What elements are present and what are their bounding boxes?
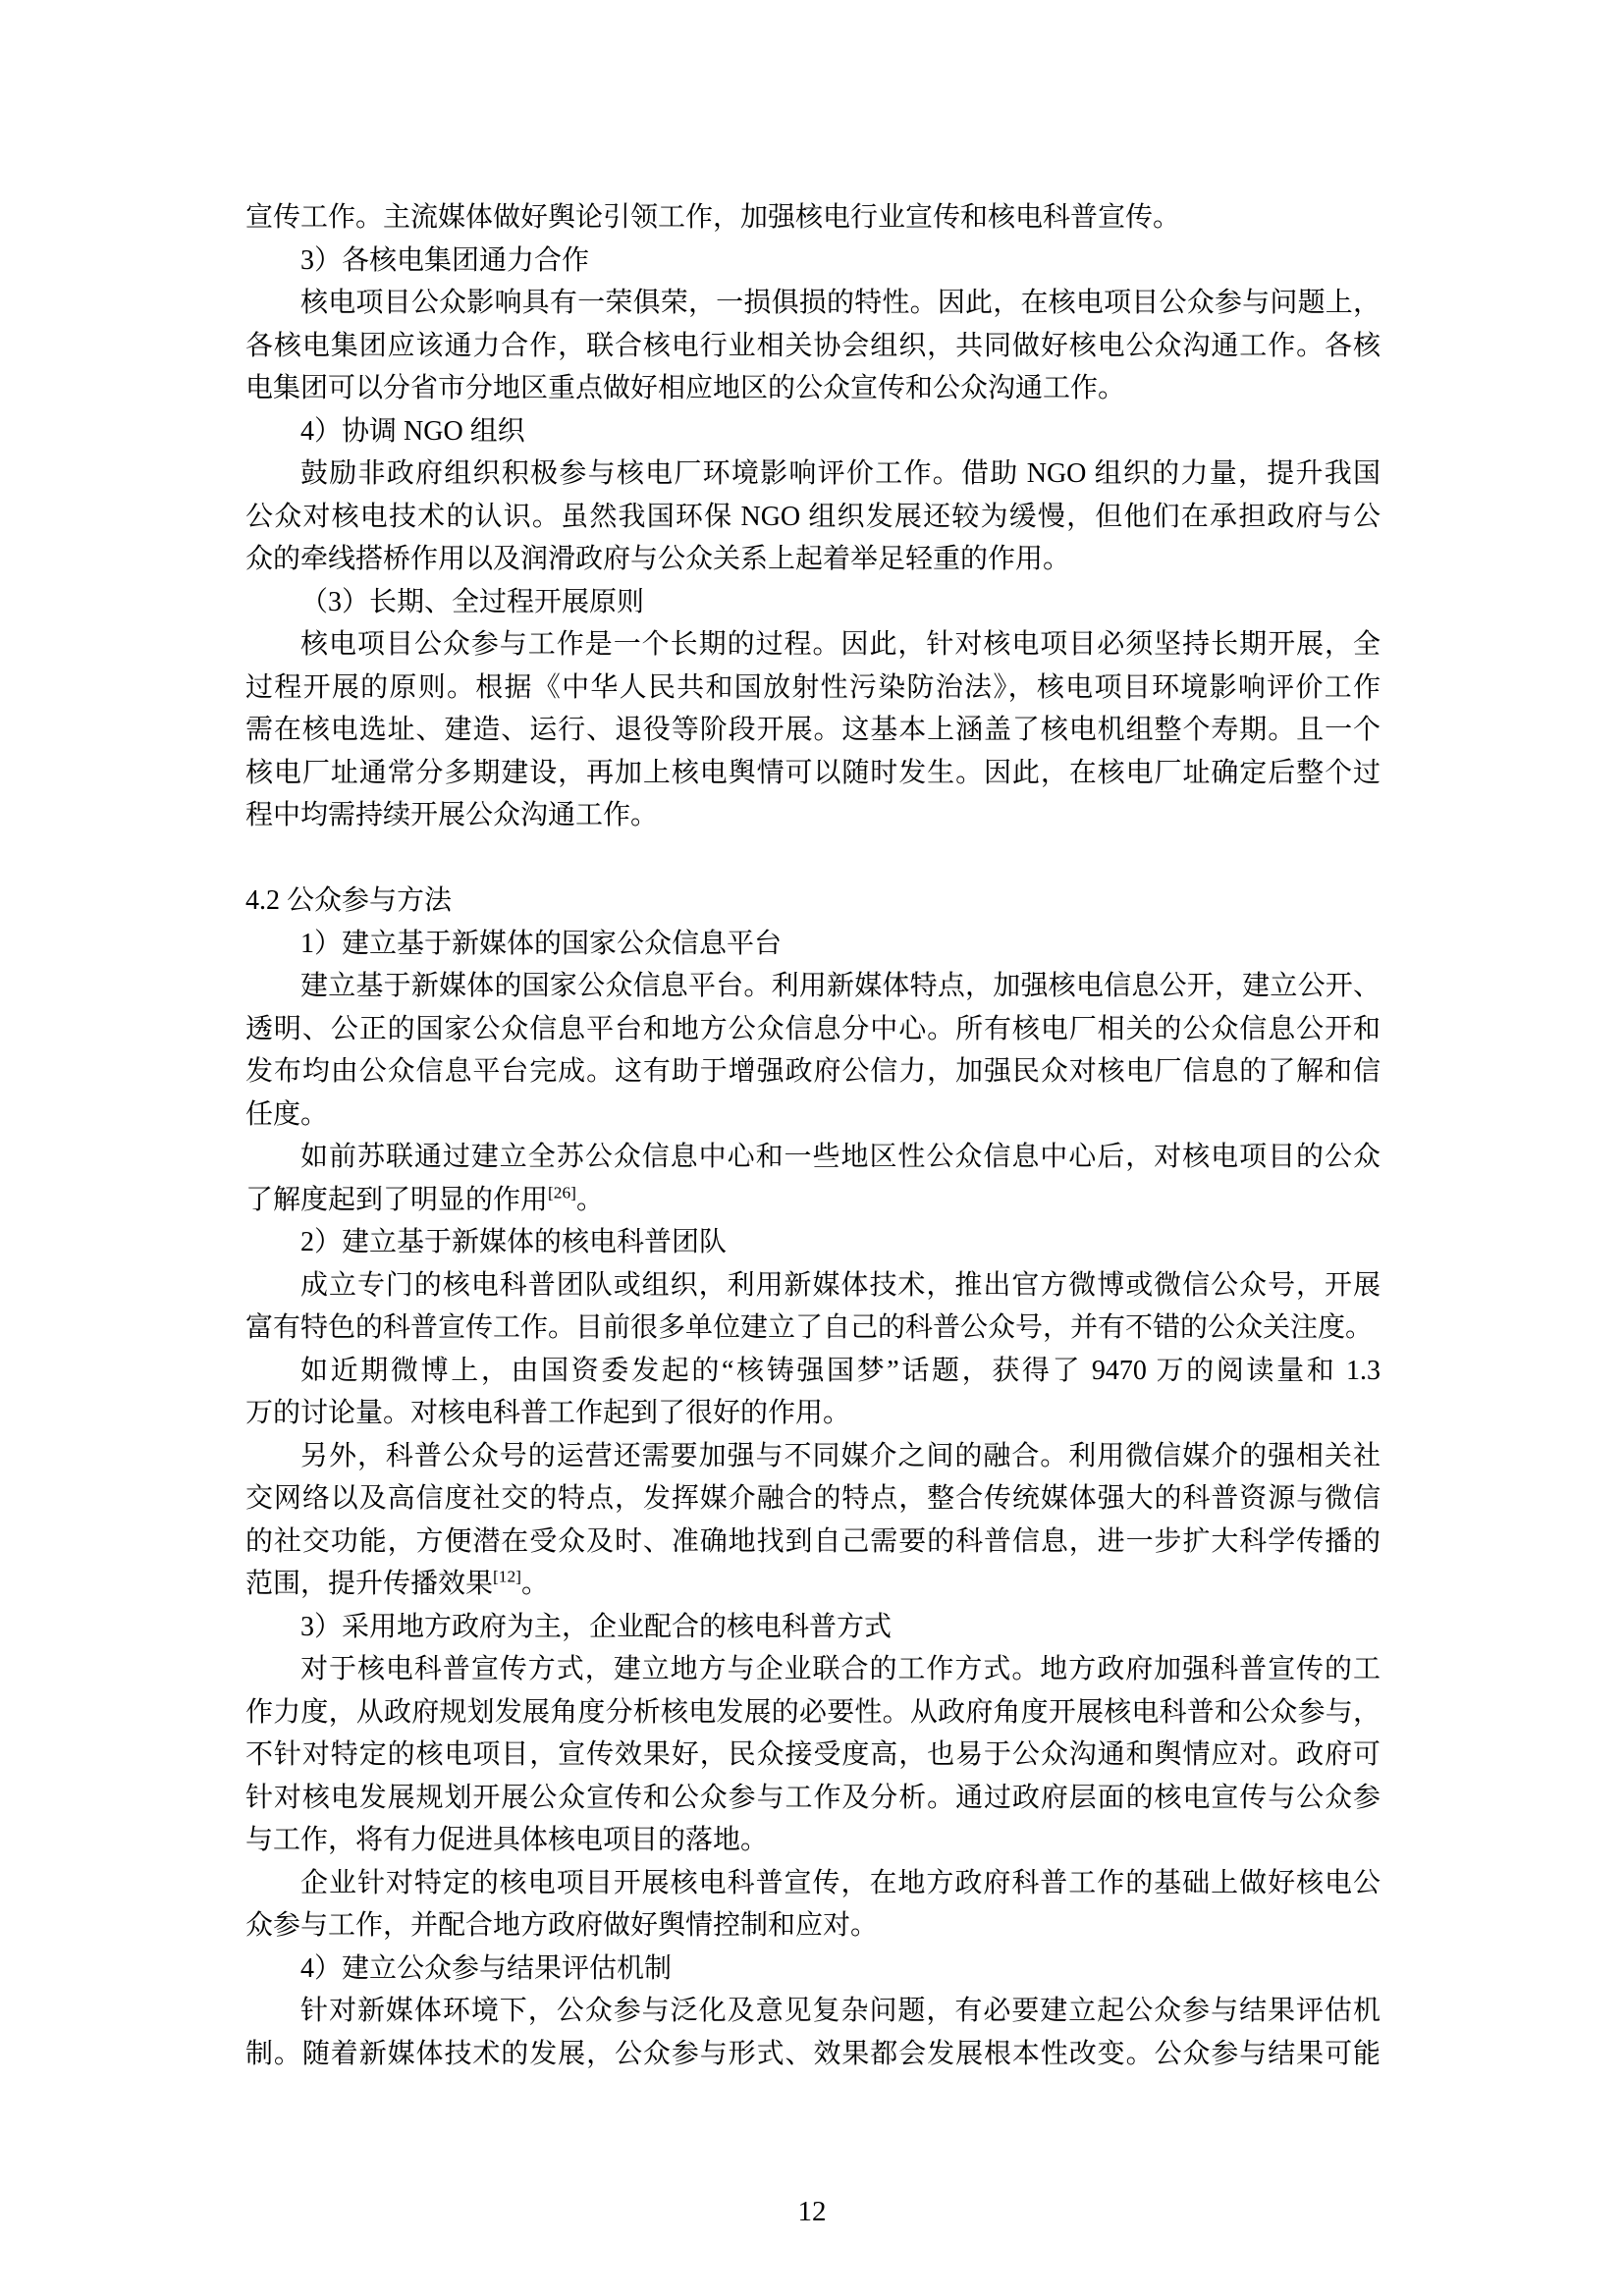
- text-run: 成立专门的核电科普团队或组织，利用新媒体技术，推出官方微博或微信公众号，开展: [300, 1269, 1380, 1301]
- text-line: [245, 196, 1380, 240]
- text-run: 程中均需持续开展公众沟通工作。: [245, 800, 659, 830]
- text-run: 3）各核电集团通力合作: [300, 244, 590, 276]
- text-run: 各核电集团应该通力合作，联合核电行业相关协会组织，共同做好核电公众沟通工作。各核: [245, 330, 1380, 361]
- text-run: 针对新媒体环境下，公众参与泛化及意见复杂问题，有必要建立起公众参与结果评估机: [300, 1996, 1380, 2026]
- text-run: 了解度起到了明显的作用: [245, 1184, 549, 1215]
- text-line: [245, 1350, 1380, 1393]
- text-line: [245, 1521, 1380, 1564]
- text-line: [245, 1179, 1380, 1222]
- text-line: [245, 1606, 1380, 1649]
- text-line: [245, 1819, 1380, 1862]
- text-line: [245, 794, 1380, 837]
- text-line: [245, 752, 1380, 795]
- text-run: 不针对特定的核电项目，宣传效果好，民众接受度高，也易于公众沟通和舆情应对。政府可: [245, 1739, 1380, 1770]
- text-line: [245, 1904, 1380, 1948]
- text-line: [245, 1777, 1380, 1820]
- text-run: 与工作，将有力促进具体核电项目的落地。: [245, 1825, 769, 1855]
- text-run: 建立基于新媒体的国家公众信息平台。利用新媒体特点，加强核电信息公开，建立公开、: [300, 971, 1380, 1001]
- text-run: 发布均由公众信息平台完成。这有助于增强政府公信力，加强民众对核电厂信息的了解和信: [245, 1056, 1380, 1087]
- text-line: [245, 367, 1380, 410]
- text-run: 鼓励非政府组织积极参与核电厂环境影响评价工作。借助 NGO 组织的力量，提升我国: [300, 458, 1380, 489]
- text-run: （3）长期、全过程开展原则: [300, 586, 645, 617]
- text-run: 3）采用地方政府为主，企业配合的核电科普方式: [300, 1611, 893, 1642]
- text-run: 。: [520, 1569, 549, 1599]
- text-run: 宣传工作。主流媒体做好舆论引领工作，加强核电行业宣传和核电科普宣传。: [245, 202, 1181, 233]
- text-line: [245, 1691, 1380, 1735]
- text-line: [245, 1392, 1380, 1435]
- text-run: 对于核电科普宣传方式，建立地方与企业联合的工作方式。地方政府加强科普宣传的工: [300, 1654, 1380, 1684]
- text-run: 公众对核电技术的认识。虽然我国环保 NGO 组织发展还较为缓慢，但他们在承担政府与公: [245, 501, 1380, 532]
- text-line: [245, 1648, 1380, 1691]
- text-line: [245, 1948, 1380, 1991]
- text-line: [245, 538, 1380, 581]
- text-line: [245, 1050, 1380, 1094]
- page-footer: [0, 2197, 1624, 2226]
- text-line: [245, 1136, 1380, 1179]
- text-run: 。: [575, 1184, 604, 1215]
- text-run: 范围，提升传播效果: [245, 1569, 494, 1599]
- text-line: [245, 1862, 1380, 1905]
- text-run: 交网络以及高信度社交的特点，发挥媒介融合的特点，整合传统媒体强大的科普资源与微信: [245, 1483, 1380, 1514]
- text-line: [245, 282, 1380, 325]
- text-run: 4）建立公众参与结果评估机制: [300, 1952, 673, 1984]
- document-body: [245, 196, 1380, 2075]
- text-run: 任度。: [245, 1098, 329, 1130]
- text-line: [245, 1734, 1380, 1777]
- text-line: [245, 923, 1380, 966]
- text-run: 过程开展的原则。根据《中华人民共和国放射性污染防治法》，核电项目环境影响评价工作: [245, 671, 1380, 703]
- text-line: [245, 581, 1380, 624]
- text-run: 企业针对特定的核电项目开展核电科普宣传，在地方政府科普工作的基础上做好核电公: [300, 1867, 1380, 1898]
- section-heading: [245, 880, 1380, 923]
- text-run: 针对核电发展规划开展公众宣传和公众参与工作及分析。通过政府层面的核电宣传与公众参: [245, 1782, 1380, 1813]
- text-run: 1）建立基于新媒体的国家公众信息平台: [300, 928, 783, 959]
- text-line: [245, 1008, 1380, 1051]
- text-line: [245, 2033, 1380, 2076]
- text-line: [245, 1435, 1380, 1478]
- paragraph-spacer: [245, 837, 1380, 881]
- text-run: 制。随着新媒体技术的发展，公众参与形式、效果都会发展根本性改变。公众参与结果可能: [245, 2038, 1380, 2069]
- text-line: [245, 1477, 1380, 1521]
- text-run: 另外，科普公众号的运营还需要加强与不同媒介之间的融合。利用微信媒介的强相关社: [300, 1440, 1380, 1471]
- text-line: [245, 453, 1380, 496]
- page-number: 12: [797, 2196, 827, 2227]
- text-run: 透明、公正的国家公众信息平台和地方公众信息分中心。所有核电厂相关的公众信息公开和: [245, 1013, 1380, 1044]
- text-line: [245, 240, 1380, 283]
- text-run: 4）协调 NGO 组织: [300, 415, 525, 447]
- text-line: [245, 1563, 1380, 1606]
- text-line: [245, 667, 1380, 710]
- text-run: 核电项目公众影响具有一荣俱荣，一损俱损的特性。因此，在核电项目公众参与问题上，: [300, 288, 1380, 318]
- text-run: 电集团可以分省市分地区重点做好相应地区的公众宣传和公众沟通工作。: [245, 373, 1126, 403]
- text-line: [245, 410, 1380, 454]
- text-line: [245, 496, 1380, 539]
- text-line: [245, 623, 1380, 667]
- text-run: 作力度，从政府规划发展角度分析核电发展的必要性。从政府角度开展核电科普和公众参与，: [245, 1696, 1380, 1728]
- text-line: [245, 1990, 1380, 2033]
- text-run: 如前苏联通过建立全苏公众信息中心和一些地区性公众信息中心后，对核电项目的公众: [300, 1142, 1380, 1172]
- text-run: 核电项目公众参与工作是一个长期的过程。因此，针对核电项目必须坚持长期开展，全: [300, 629, 1380, 660]
- text-line: [245, 1307, 1380, 1350]
- text-run: 4.2 公众参与方法: [245, 885, 453, 916]
- text-line: [245, 1094, 1380, 1137]
- citation-ref: [12]: [493, 1567, 521, 1586]
- text-run: 万的讨论量。对核电科普工作起到了很好的作用。: [245, 1398, 851, 1428]
- text-run: 富有特色的科普宣传工作。目前很多单位建立了自己的科普公众号，并有不错的公众关注度。: [245, 1312, 1374, 1343]
- text-run: 需在核电选址、建造、运行、退役等阶段开展。这基本上涵盖了核电机组整个寿期。且一个: [245, 715, 1380, 745]
- text-line: [245, 709, 1380, 752]
- text-run: 2）建立基于新媒体的核电科普团队: [300, 1227, 728, 1257]
- text-run: 如近期微博上，由国资委发起的“核铸强国梦”话题，获得了 9470 万的阅读量和 1.3: [300, 1355, 1380, 1386]
- text-line: [245, 1221, 1380, 1264]
- text-run: 核电厂址通常分多期建设，再加上核电舆情可以随时发生。因此，在核电厂址确定后整个过: [245, 757, 1380, 788]
- text-run: 的社交功能，方便潜在受众及时、准确地找到自己需要的科普信息，进一步扩大科学传播的: [245, 1525, 1380, 1557]
- text-run: 众的牵线搭桥作用以及润滑政府与公众关系上起着举足轻重的作用。: [245, 544, 1071, 574]
- text-run: 众参与工作，并配合地方政府做好舆情控制和应对。: [245, 1910, 879, 1941]
- text-line: [245, 1264, 1380, 1308]
- text-line: [245, 325, 1380, 368]
- citation-ref: [26]: [548, 1183, 576, 1202]
- text-line: [245, 965, 1380, 1008]
